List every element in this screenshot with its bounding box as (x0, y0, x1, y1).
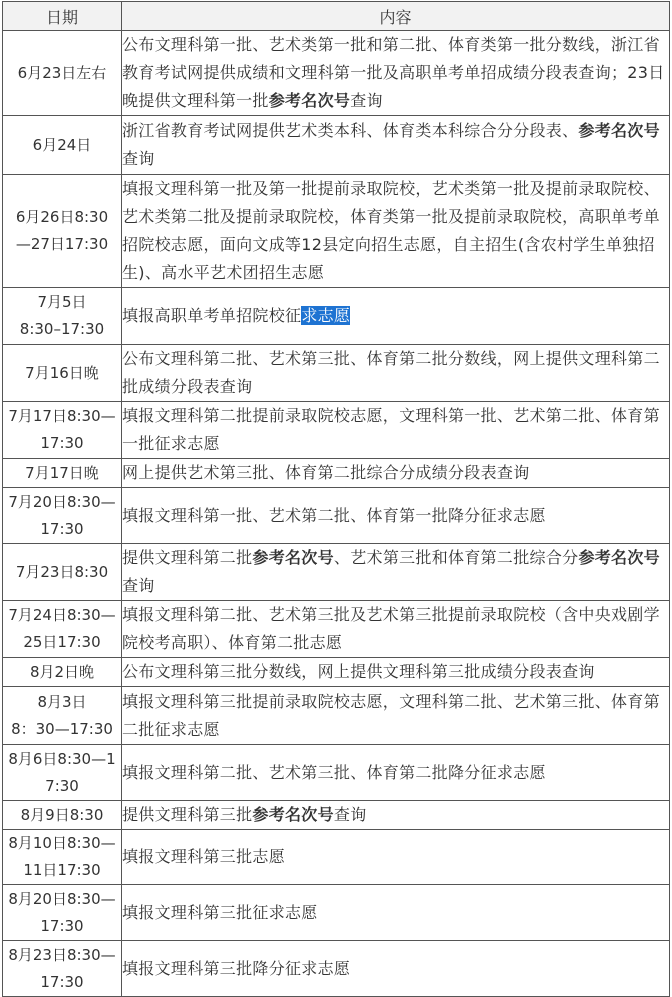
row-content (122, 801, 670, 830)
table-row (3, 885, 670, 941)
row-date-line: —27日17:30 (15, 235, 109, 253)
bold-term: 参考名次号 (268, 91, 351, 110)
row-date-line: 8月10日8:30— (8, 834, 116, 852)
row-content (122, 175, 670, 288)
row-date (3, 601, 122, 658)
content-text: 填报文理科第三批提前录取院校志愿，文理科第二批、艺术第三批、体育第二批征求志愿 (122, 691, 660, 739)
table-row (3, 687, 670, 745)
row-date-line: 8月3日 (37, 692, 87, 711)
row-date-line: 25日17:30 (23, 633, 101, 651)
content-text: 提供文理科第三批 (122, 805, 253, 824)
content-text: 填报文理科第三批降分征求志愿 (122, 958, 351, 978)
content-text: 填报文理科第一批及第一批提前录取院校，艺术类第一批及提前录取院校、艺术类第二批及提前录取院校，体育类第一批及提前录取院校，高职单考单招院校志愿，面向文成等12县定向招生志愿，自主招生(含农村学生单独招生)、高水平艺术团招生志愿 (122, 179, 660, 282)
row-date-line: 11日17:30 (23, 861, 101, 879)
header-content: 内容 (122, 2, 670, 31)
row-date (3, 402, 122, 459)
row-date-line: 7:30 (45, 776, 79, 795)
content-text: 查询 (333, 805, 367, 824)
row-date (3, 885, 122, 941)
header-date: 日期 (3, 2, 122, 31)
row-date (3, 288, 122, 345)
table-header-row (3, 2, 670, 31)
table-body (3, 31, 670, 997)
row-content (122, 402, 670, 459)
row-date-line: 7月17日8:30— (8, 407, 116, 425)
row-content (122, 345, 670, 402)
row-date-line: 6月23日左右 (17, 63, 107, 82)
row-date (3, 459, 122, 488)
table-row (3, 801, 670, 830)
row-date (3, 658, 122, 687)
row-content (122, 885, 670, 941)
row-content (122, 830, 670, 885)
row-date-line: 8月23日8:30— (8, 945, 116, 964)
table-row (3, 544, 670, 601)
table-row (3, 830, 670, 885)
row-content (122, 745, 670, 801)
row-date-line: 8月2日晚 (29, 662, 95, 681)
table-row (3, 459, 670, 488)
row-date-line: 6月24日 (32, 135, 92, 154)
row-date-line: 6月26日8:30 (15, 208, 109, 226)
row-content (122, 941, 670, 997)
bold-term: 参考名次号 (252, 805, 334, 824)
row-date (3, 116, 122, 175)
row-content (122, 288, 670, 345)
content-text: 填报文理科第二批、艺术第三批及艺术第三批提前录取院校（含中央戏剧学院校考高职）、体育第二批志愿 (122, 605, 660, 652)
row-date-line: 17:30 (40, 972, 84, 991)
content-text: 填报文理科第二批、艺术第三批、体育第二批降分征求志愿 (122, 762, 546, 782)
content-text: 填报文理科第一批、艺术第二批、体育第一批降分征求志愿 (122, 505, 546, 525)
row-date-line: 17:30 (40, 916, 84, 935)
content-text: 查询 (122, 149, 155, 168)
row-date (3, 941, 122, 997)
bold-term: 参考名次号 (578, 121, 660, 140)
row-date-line: 8：30—17:30 (11, 719, 113, 738)
content-text: 查询 (122, 576, 155, 595)
row-date (3, 830, 122, 885)
content-text: 填报文理科第二批提前录取院校志愿，文理科第一批、艺术第二批、体育第一批征求志愿 (122, 406, 660, 453)
content-text: 公布文理科第三批分数线，网上提供文理科第三批成绩分段表查询 (122, 662, 595, 681)
row-date-line: 7月5日 (37, 293, 87, 311)
row-date (3, 488, 122, 544)
row-date-line: 17:30 (40, 519, 84, 538)
content-text: 填报文理科第三批征求志愿 (122, 902, 318, 922)
row-date-line: 7月23日8:30 (15, 562, 109, 581)
row-date (3, 345, 122, 402)
table-row (3, 601, 670, 658)
content-text: 填报文理科第三批志愿 (122, 847, 286, 866)
row-date-line: 8月6日8:30—1 (8, 749, 116, 768)
row-date-line: 8月9日8:30 (20, 805, 104, 824)
row-date (3, 801, 122, 830)
content-text: 提供文理科第二批 (122, 548, 253, 567)
content-text: 公布文理科第一批、艺术类第一批和第二批、体育类第一批分数线，浙江省教育考试网提供成绩和文理科第一批及高职单考单招成绩分段表查询；23日晚提供文理科第一批 (122, 35, 665, 110)
table-row (3, 31, 670, 116)
row-date (3, 544, 122, 601)
schedule-table (2, 1, 670, 997)
table-row (3, 288, 670, 345)
row-content (122, 488, 670, 544)
bold-term: 参考名次号 (578, 548, 660, 567)
table-row (3, 658, 670, 687)
row-content (122, 658, 670, 687)
content-text: 公布文理科第二批、艺术第三批、体育第二批分数线，网上提供文理科第二批成绩分段表查询 (122, 349, 660, 396)
row-date (3, 175, 122, 288)
content-text: 浙江省教育考试网提供艺术类本科、体育类本科综合分分段表、 (122, 121, 579, 140)
row-content (122, 31, 670, 116)
content-text: 查询 (350, 91, 383, 110)
content-text: 填报高职单考单招院校征 (122, 306, 302, 325)
row-date-line: 17:30 (40, 434, 84, 452)
row-date (3, 687, 122, 745)
row-date-line: 8:30–17:30 (19, 320, 105, 338)
row-date-line: 8月20日8:30— (8, 889, 116, 908)
table-row (3, 175, 670, 288)
row-content (122, 116, 670, 175)
row-date (3, 31, 122, 116)
table-row (3, 345, 670, 402)
table-row (3, 116, 670, 175)
table-row (3, 745, 670, 801)
row-content (122, 601, 670, 658)
row-date-line: 7月20日8:30— (8, 492, 116, 511)
row-content (122, 459, 670, 488)
table-row (3, 488, 670, 544)
row-date-line: 7月16日晚 (25, 363, 99, 382)
selected-text[interactable]: 求志愿 (301, 306, 351, 325)
bold-term: 参考名次号 (252, 548, 334, 567)
row-content (122, 544, 670, 601)
row-content (122, 687, 670, 745)
content-text: 网上提供艺术第三批、体育第二批综合分成绩分段表查询 (122, 463, 530, 482)
content-text: 、艺术第三批和体育第二批综合分 (333, 548, 579, 567)
table-row (3, 941, 670, 997)
row-date-line: 7月17日晚 (25, 463, 99, 482)
row-date (3, 745, 122, 801)
row-date-line: 7月24日8:30— (8, 606, 116, 624)
table-row (3, 402, 670, 459)
